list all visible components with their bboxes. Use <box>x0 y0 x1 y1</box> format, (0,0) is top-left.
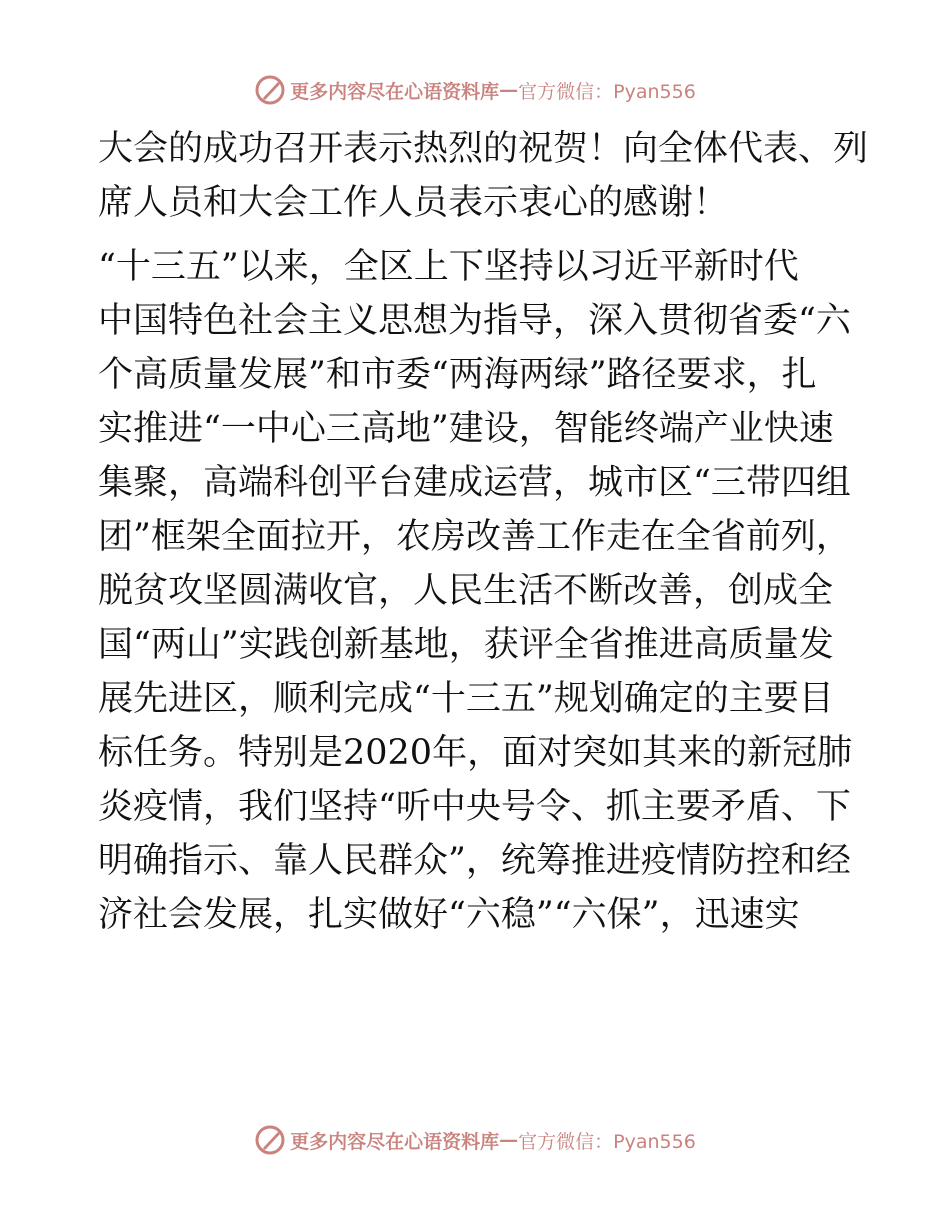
text-line: 大会的成功召开表示热烈的祝贺！向全体代表、列 <box>98 129 869 169</box>
text-line: 脱贫攻坚圆满收官，人民生活不断改善，创成全 <box>98 571 834 611</box>
text-line: 标任务。特别是2020年，面对突如其来的新冠肺 <box>98 733 853 773</box>
text-line: “十三五”以来，全区上下坚持以习近平新时代 <box>98 247 799 287</box>
header-site-text: 更多内容尽在心语资料库 <box>290 80 500 103</box>
text-line: 国“两山”实践创新基地，获评全省推进高质量发 <box>98 625 834 665</box>
text-line: 炎疫情，我们坚持“听中央号令、抓主要矛盾、下 <box>98 787 851 827</box>
quill-logo-icon <box>254 74 286 106</box>
paragraph-1 <box>98 122 869 230</box>
footer-watermark-banner <box>0 1120 950 1160</box>
text-line: 中国特色社会主义思想为指导，深入贯彻省委“六 <box>98 301 851 341</box>
footer-dash: — <box>499 1129 519 1151</box>
text-line: 明确指示、靠人民群众”，统筹推进疫情防控和经 <box>98 841 851 881</box>
text-line: 席人员和大会工作人员表示衷心的感谢！ <box>98 183 729 223</box>
header-wechat-text: 官方微信：Pyan556 <box>518 80 696 103</box>
text-line: 个高质量发展”和市委“两海两绿”路径要求，扎 <box>98 355 817 395</box>
paragraph-2 <box>98 240 858 942</box>
text-line: 集聚，高端科创平台建成运营，城市区“三带四组 <box>98 463 851 503</box>
text-line: 团”框架全面拉开，农房改善工作走在全省前列， <box>98 517 851 557</box>
document-body <box>98 122 869 942</box>
text-line: 济社会发展，扎实做好“六稳”“六保”，迅速实 <box>98 895 800 935</box>
quill-logo-icon <box>254 1124 286 1156</box>
footer-site-text: 更多内容尽在心语资料库 <box>290 1130 500 1153</box>
header-dash: — <box>499 79 519 101</box>
text-line: 展先进区，顺利完成“十三五”规划确定的主要目 <box>98 679 834 719</box>
text-line: 实推进“一中心三高地”建设，智能终端产业快速 <box>98 409 834 449</box>
footer-wechat-text: 官方微信：Pyan556 <box>518 1130 696 1153</box>
header-watermark-banner <box>0 70 950 110</box>
